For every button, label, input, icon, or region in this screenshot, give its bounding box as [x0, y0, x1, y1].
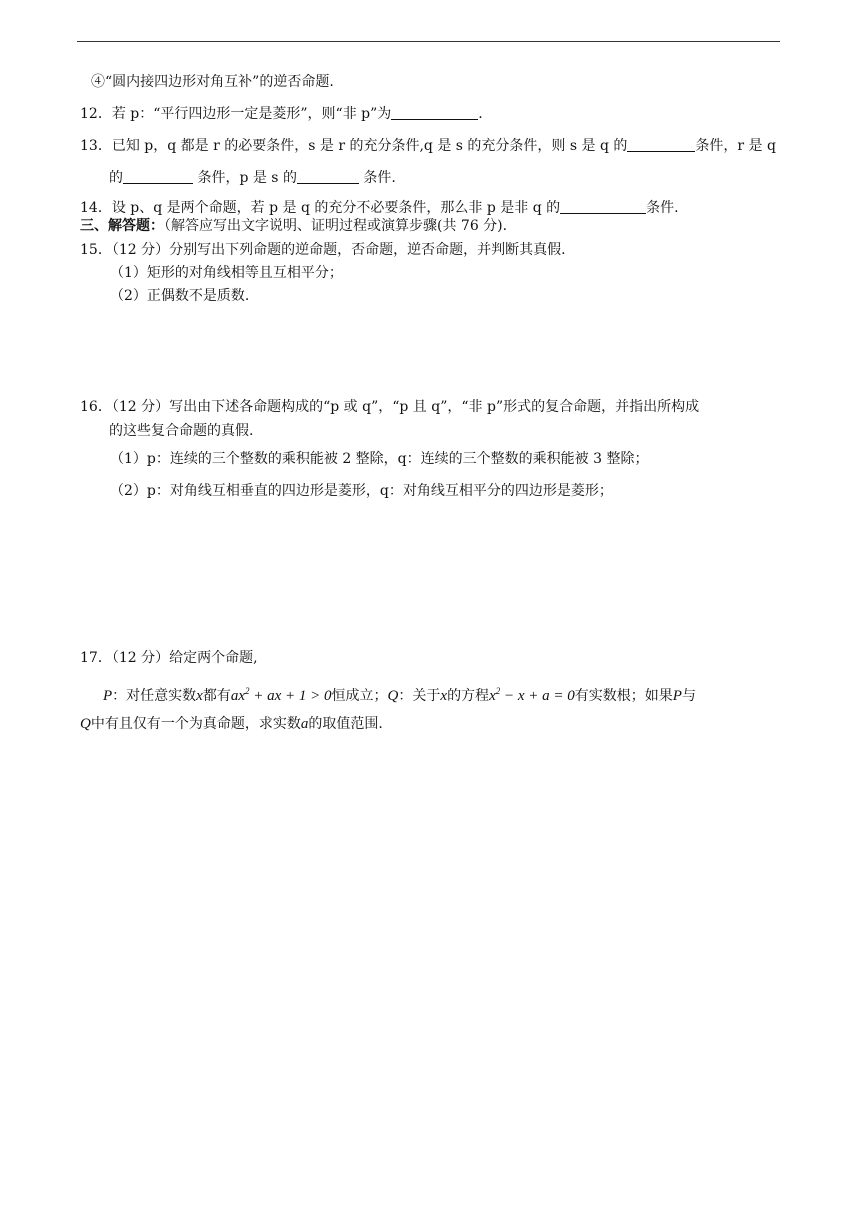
exponent: 2 [245, 686, 250, 696]
q16-item1: （1）p：连续的三个整数的乘积能被 2 整除，q：连续的三个整数的乘积能被 3 整除； [110, 451, 649, 467]
question-text: （12 分）分别写出下列命题的逆命题，否命题，逆否命题，并判断其真假. [111, 242, 566, 258]
question-number: 16． [80, 399, 112, 415]
question-text: 已知 p，q 都是 r 的必要条件，s 是 r 的充分条件,q 是 s 的充分条件，则 s 是 q 的 [111, 138, 628, 154]
question-14 [80, 199, 679, 217]
answer-blank[interactable] [627, 137, 695, 152]
question-text: 中有且仅有一个为真命题，求实数 [90, 716, 301, 732]
question-13-line2 [109, 169, 396, 187]
question-text: （12 分）写出由下述各命题构成的“p 或 q”，“p 且 q”，“非 p”形式的复合命题，并指出所构成 [111, 399, 700, 415]
question-text: ：对任意实数 [112, 688, 197, 704]
equation [489, 688, 575, 704]
question-text: 条件. [646, 200, 679, 216]
question-text: 的取值范围. [308, 716, 383, 732]
math-var: P [672, 688, 682, 704]
question-text: 条件，r 是 q [695, 138, 776, 154]
math-expr: ax [230, 688, 246, 704]
question-text: 有实数根；如果 [574, 688, 673, 704]
question-text: 恒成立； [331, 688, 388, 704]
question-text: . [478, 106, 483, 122]
q11-item4: ④“圆内接四边形对角互补”的逆否命题. [91, 74, 334, 90]
inequality [231, 688, 332, 704]
math-expr: + ax + 1 > 0 [249, 688, 332, 704]
question-17-line1 [103, 682, 696, 705]
math-var: a [300, 716, 309, 732]
answer-blank[interactable] [560, 199, 646, 214]
section-title: 三、解答题： [80, 218, 164, 234]
section-desc: （解答应写出文字说明、证明过程或演算步骤(共 76 分). [164, 218, 508, 234]
answer-blank[interactable] [297, 169, 359, 184]
question-16-line2: 的这些复合命题的真假. [109, 423, 254, 439]
math-var: Q [387, 688, 399, 704]
q16-item2: （2）p：对角线互相垂直的四边形是菱形，q：对角线互相平分的四边形是菱形； [110, 483, 613, 499]
math-var: P [103, 688, 113, 704]
question-17-line2 [80, 715, 383, 733]
question-16-line1 [80, 398, 699, 416]
answer-blank[interactable] [391, 105, 478, 120]
question-number: 14． [80, 200, 112, 216]
answer-blank[interactable] [123, 169, 193, 184]
question-15 [80, 241, 566, 259]
question-number: 17． [80, 650, 112, 666]
question-12 [80, 105, 483, 123]
math-expr: x [489, 688, 496, 704]
question-text: 若 p：“平行四边形一定是菱形”，则“非 p”为 [111, 106, 392, 122]
section-3-heading [80, 217, 507, 235]
q15-item2: （2）正偶数不是质数. [110, 288, 250, 304]
math-var: x [196, 688, 203, 704]
question-17 [80, 649, 258, 667]
question-number: 13． [80, 138, 112, 154]
question-text: ：关于 [398, 688, 441, 704]
question-text: 都有 [202, 688, 231, 704]
question-text: 的 [109, 170, 123, 186]
q15-item1: （1）矩形的对角线相等且互相平分； [110, 265, 343, 281]
math-var: x [440, 688, 448, 704]
question-number: 15． [80, 242, 112, 258]
question-13-line1 [80, 137, 776, 155]
question-text: 的方程 [447, 688, 490, 704]
math-expr: − x + a = 0 [500, 688, 575, 704]
math-var: Q [80, 716, 91, 732]
question-text: 条件. [358, 170, 396, 186]
question-text: 条件，p 是 s 的 [193, 170, 297, 186]
question-text: 与 [681, 688, 696, 704]
question-number: 12． [80, 106, 112, 122]
exponent: 2 [495, 686, 501, 696]
header-rule [77, 41, 780, 42]
question-text: （12 分）给定两个命题, [111, 650, 258, 666]
question-text: 设 p、q 是两个命题，若 p 是 q 的充分不必要条件，那么非 p 是非 q 的 [111, 200, 561, 216]
